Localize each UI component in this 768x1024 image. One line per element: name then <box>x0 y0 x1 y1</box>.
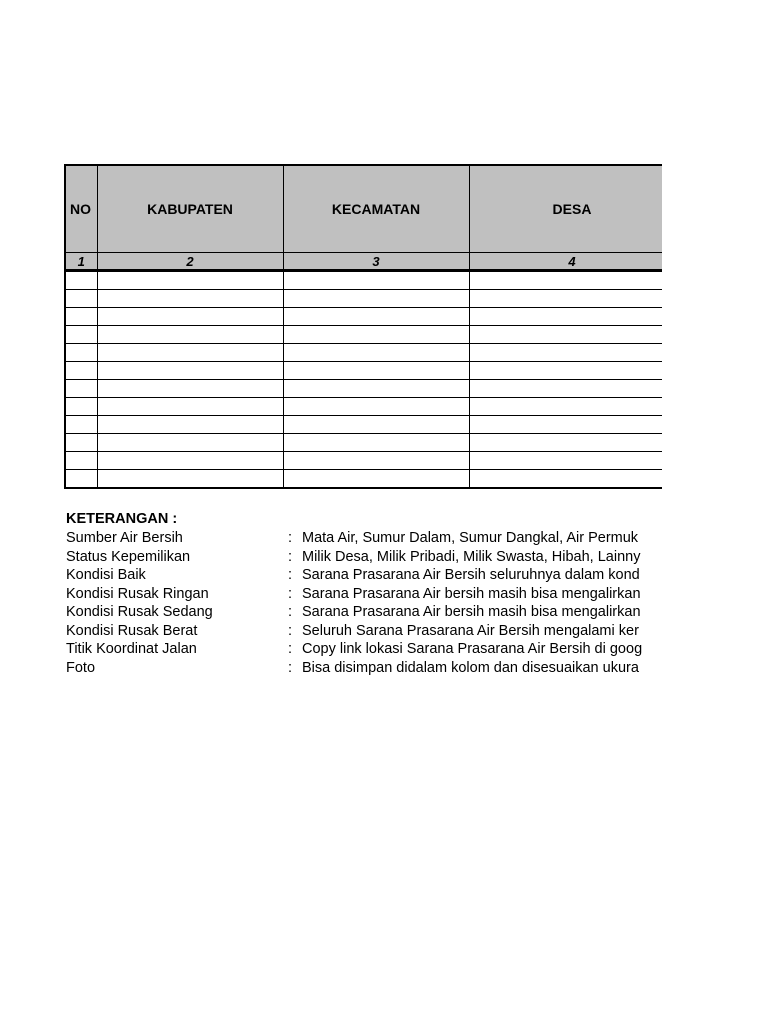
table-cell[interactable] <box>283 416 469 434</box>
table-cell[interactable] <box>283 452 469 470</box>
table-cell[interactable] <box>283 398 469 416</box>
note-value: Sarana Prasarana Air bersih masih bisa mengalirkan <box>302 585 641 602</box>
table-row <box>65 290 662 308</box>
notes-title: KETERANGAN : <box>66 511 178 527</box>
note-label: Kondisi Baik <box>66 567 146 583</box>
table-cell[interactable] <box>283 290 469 308</box>
note-value: Milik Desa, Milik Pribadi, Milik Swasta, Hibah, Lainny <box>302 548 641 565</box>
header-kabupaten: KABUPATEN <box>97 165 283 253</box>
table-cell[interactable] <box>97 434 283 452</box>
table-cell[interactable] <box>469 452 662 470</box>
table-row <box>65 362 662 380</box>
table-cell[interactable] <box>469 344 662 362</box>
table-cell[interactable] <box>65 344 97 362</box>
header-desa: DESA <box>469 165 662 253</box>
note-value: Mata Air, Sumur Dalam, Sumur Dangkal, Air Permuk <box>302 530 639 546</box>
note-value: Bisa disimpan didalam kolom dan disesuaikan ukura <box>302 659 639 676</box>
table-cell[interactable] <box>65 416 97 434</box>
data-table <box>64 164 662 489</box>
table-cell[interactable] <box>65 380 97 398</box>
note-colon: : <box>288 567 293 583</box>
table-cell[interactable] <box>65 290 97 308</box>
table-cell[interactable] <box>283 362 469 380</box>
note-label: Sumber Air Bersih <box>66 530 183 546</box>
table-row <box>65 326 662 344</box>
table-cell[interactable] <box>469 308 662 326</box>
column-number-row <box>65 253 662 271</box>
note-line <box>66 585 662 604</box>
table-cell[interactable] <box>65 452 97 470</box>
table-cell[interactable] <box>469 271 662 290</box>
table-cell[interactable] <box>283 308 469 326</box>
note-value: Sarana Prasarana Air bersih masih bisa mengalirkan <box>302 604 641 620</box>
note-line <box>66 622 662 641</box>
table-row <box>65 308 662 326</box>
table-row <box>65 380 662 398</box>
table-cell[interactable] <box>97 362 283 380</box>
table-row <box>65 470 662 489</box>
note-label: Foto <box>66 659 96 676</box>
table-cell[interactable] <box>469 326 662 344</box>
note-colon: : <box>288 622 293 639</box>
notes-list <box>66 529 662 677</box>
table-cell[interactable] <box>65 398 97 416</box>
note-line <box>66 659 662 678</box>
table-cell[interactable] <box>469 290 662 308</box>
table-cell[interactable] <box>97 344 283 362</box>
table-cell[interactable] <box>469 380 662 398</box>
column-number: 3 <box>283 253 469 271</box>
table-row <box>65 398 662 416</box>
table-cell[interactable] <box>65 434 97 452</box>
note-line <box>66 603 662 622</box>
table-cell[interactable] <box>97 398 283 416</box>
note-colon: : <box>288 585 293 602</box>
table-cell[interactable] <box>469 398 662 416</box>
table-cell[interactable] <box>97 326 283 344</box>
table-cell[interactable] <box>469 416 662 434</box>
table-cell[interactable] <box>65 271 97 290</box>
note-value: Sarana Prasarana Air Bersih seluruhnya dalam kond <box>302 567 640 583</box>
table-cell[interactable] <box>469 470 662 489</box>
data-table-container <box>64 164 662 489</box>
table-cell[interactable] <box>65 362 97 380</box>
column-number: 2 <box>97 253 283 271</box>
note-colon: : <box>288 530 293 546</box>
table-row <box>65 271 662 290</box>
table-cell[interactable] <box>283 470 469 489</box>
note-colon: : <box>288 548 293 565</box>
note-line <box>66 529 662 548</box>
table-cell[interactable] <box>283 380 469 398</box>
note-line <box>66 640 662 659</box>
table-cell[interactable] <box>283 344 469 362</box>
table-row <box>65 416 662 434</box>
note-label: Kondisi Rusak Ringan <box>66 585 209 602</box>
header-row <box>65 165 662 253</box>
note-line <box>66 548 662 567</box>
header-no: NO <box>65 165 97 253</box>
table-cell[interactable] <box>97 308 283 326</box>
column-number: 4 <box>469 253 662 271</box>
notes-section <box>66 510 662 677</box>
table-cell[interactable] <box>97 380 283 398</box>
table-row <box>65 434 662 452</box>
table-cell[interactable] <box>97 416 283 434</box>
note-label: Kondisi Rusak Sedang <box>66 604 213 620</box>
note-label: Titik Koordinat Jalan <box>66 641 197 657</box>
table-cell[interactable] <box>469 434 662 452</box>
note-colon: : <box>288 659 293 676</box>
table-cell[interactable] <box>283 271 469 290</box>
table-cell[interactable] <box>283 326 469 344</box>
table-cell[interactable] <box>97 271 283 290</box>
table-row <box>65 344 662 362</box>
table-cell[interactable] <box>469 362 662 380</box>
table-cell[interactable] <box>65 470 97 489</box>
note-label: Kondisi Rusak Berat <box>66 622 198 639</box>
note-colon: : <box>288 641 293 657</box>
table-body <box>65 271 662 489</box>
column-number: 1 <box>65 253 97 271</box>
note-label: Status Kepemilikan <box>66 548 191 565</box>
note-line <box>66 566 662 585</box>
table-cell[interactable] <box>97 290 283 308</box>
header-kecamatan: KECAMATAN <box>283 165 469 253</box>
table-row <box>65 452 662 470</box>
note-value: Copy link lokasi Sarana Prasarana Air Bersih di goog <box>302 641 643 657</box>
note-colon: : <box>288 604 293 620</box>
table-cell[interactable] <box>97 452 283 470</box>
table-cell[interactable] <box>65 326 97 344</box>
table-cell[interactable] <box>283 434 469 452</box>
table-cell[interactable] <box>97 470 283 489</box>
note-value: Seluruh Sarana Prasarana Air Bersih mengalami ker <box>302 622 639 639</box>
table-cell[interactable] <box>65 308 97 326</box>
